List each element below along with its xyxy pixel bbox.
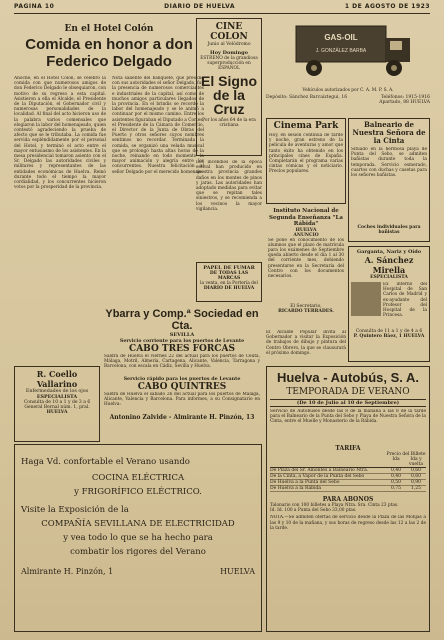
tarifa-route: De Huelva a la Punta del Sebo bbox=[270, 480, 340, 485]
article-body: Anoche, en el Hotel Colón, se celebró la comida con que numerosos amigos de don Federico Delgado le obsequiaron, con motivo de su regreso a esta capital. Asistieron a ella el Alcalde, el Presidente de la Diputación, el Gobernador civil y numerosas personalidades de la localidad. Al final del acto hicieron uso de la palabra varios comensales que elogiaron la labor del homenajeado, quien contestó agradeciendo la prueba de afecto que se le tributaba. La comida fue servida espléndidamente por el personal del Hotel, y terminó el acto entre el mayor entusiasmo de los asistentes. En la mesa presidencial tomaron asiento con el Sr. Delgado las autoridades civiles y militares y representantes de las entidades económicas de Huelva. Reinó durante todo el tiempo la mayor cordialidad, y los concurrentes hicieron votos por la prosperidad de la provincia. bbox=[14, 76, 106, 191]
truck-phone: Teléfonos: 1915-1916 bbox=[380, 95, 430, 100]
electric-addr: Almirante H. Pinzón, 1 bbox=[21, 567, 114, 576]
electric-l3: y FRIGORÍFICO ELÉCTRICO. bbox=[74, 487, 202, 497]
tarifa-cols bbox=[270, 457, 426, 468]
cine-sub: Junio al Velódromo bbox=[207, 42, 251, 47]
tarifa-vuelta: 1,25 bbox=[410, 486, 422, 491]
garganta-head: Garganta, Nariz y Oído bbox=[356, 249, 422, 255]
ybarra-company: Ybarra y Comp.ª Sociedad en Cta. bbox=[105, 308, 259, 332]
ybarra-city: SEVILLA bbox=[169, 332, 195, 338]
electric-l7: combatir los rigores del Verano bbox=[70, 547, 206, 557]
vallarino-sub: Enfermedades de los ojos bbox=[25, 389, 89, 394]
abonos-text: Talonario con 100 billetes a Playa Ntra. Sra. Cinta 23 ptas. bbox=[270, 503, 399, 508]
electric-l4: Visite la Exposición de la bbox=[21, 505, 129, 515]
papel-l2: DE TODAS LAS MARCAS bbox=[209, 271, 249, 281]
truck-sign: GAS-OIL bbox=[324, 33, 358, 42]
ybarra-body: Saldrá de Huelva el viernes 22 del actual para los puertos de Ceuta, Málaga, Motril, Almería, Cartagena, Alicante, Valencia, Tarragona y Barcelona, con escala en Cádiz, Sevilla y Huelva. bbox=[104, 354, 260, 370]
garganta-name: A. Sánchez Mirella bbox=[364, 255, 414, 275]
instituto-sub: HUELVA bbox=[295, 227, 317, 233]
electric-l5: COMPAÑÍA SEVILLANA DE ELECTRICIDAD bbox=[41, 519, 235, 529]
garganta-body: Ex interno del Hospital de San Carlos de Madrid y ex-ayudante del Profesor del Hospital de la Princesa. bbox=[383, 282, 427, 319]
tarifa-ida: 0,40 bbox=[390, 468, 402, 473]
vallarino-addr: General Bernal núm. 1, pral. bbox=[24, 405, 90, 410]
truck-city: Apartado, 88 HUELVA bbox=[379, 100, 430, 105]
ybarra-ad bbox=[102, 306, 262, 440]
page-date: 1 DE AGOSTO DE 1923 bbox=[344, 3, 430, 10]
ybarra-body2: Saldrá de Huelva el sábado 26 del actual para los puertos de Málaga, Alicante, Valencia y Barcelona. Para informes, a su Consignatario en Huelva: bbox=[104, 392, 260, 408]
garganta-ad bbox=[348, 246, 430, 362]
truck-caption: Vehículos autorizados por C. A. M. P. S. A. bbox=[302, 88, 394, 93]
instituto-title: Instituto Nacional de Segunda Enseñanza "La Rábida" bbox=[269, 208, 343, 227]
cinema-park bbox=[266, 118, 346, 204]
instituto-notice bbox=[266, 206, 346, 326]
papel-l4: DIARIO DE HUELVA bbox=[203, 286, 255, 291]
electric-l2: COCINA ELÉCTRICA bbox=[91, 473, 185, 483]
papel-ad bbox=[196, 262, 262, 302]
vallarino-esp: ESPECIALISTA bbox=[36, 394, 78, 400]
balneario-ad bbox=[348, 118, 430, 242]
gasoil-ad bbox=[266, 18, 430, 114]
autobus-dates: (De 10 de Julio al 10 de Septiembre) bbox=[270, 399, 426, 407]
ybarra-ship2: CABO QUINTRES bbox=[137, 382, 227, 392]
cine-title: CINE COLON bbox=[210, 22, 248, 42]
instituto-name: RICARDO TERRADES. bbox=[278, 308, 334, 314]
abonos-title: PARA ABONOS bbox=[322, 496, 374, 503]
electric-l1: Haga Vd. confortable el Verano usando bbox=[21, 457, 190, 467]
tarifa-route: De Plaza del Sr. Amontes a Balneario Ntra. bbox=[270, 468, 369, 473]
tarifa-table bbox=[270, 468, 426, 492]
truck-illustration bbox=[266, 18, 430, 84]
autobus-title: Huelva - Autobús, S. A. bbox=[276, 370, 420, 385]
instituto-sign: El Secretario, bbox=[290, 303, 322, 309]
doctor-portrait bbox=[351, 282, 381, 316]
tarifa-precio: Precio del Billete bbox=[386, 452, 426, 457]
article-body-cont: Nota saliente del banquete, que presidió con sus autoridades el señor Delgado, fue la presencia de numerosos comerciantes e industriales de la capital, así como de muchos amigos particulares llegados de la provincia. En el brindis se recordó la labor del homenajeado y se le animó a continuar por el mismo camino. Entre los asistentes figuraban el Diputado a Cortes, el Presidente de la Cámara de Comercio, el Director de la Junta de Obras del Puerto y otros señores cuyos nombres sentimos no recordar. Terminada la comida, se organizó una velada musical que se prolongó hasta altas horas de la noche, reinando en todo momento la mayor animación y alegría entre los concurrentes. Nuestra felicitación al señor Delgado por el merecido homenaje. bbox=[112, 76, 204, 175]
instituto-body: Se pone en conocimiento de los alumnos que el plazo de matrícula para los exámenes de Septiembre queda abierto desde el día 1 al 30 del corriente mes, debiendo presentarse en la Secretaría del Centro con los documentos necesarios. bbox=[268, 237, 344, 279]
article-kicker: En el Hotel Colón bbox=[64, 24, 154, 34]
cine-desc: ESTRENO de la grandiosa superproducción en ESPAÑOL bbox=[200, 56, 258, 71]
balneario-title: Balneario de Nuestra Señora de la Cinta bbox=[352, 120, 426, 145]
balneario-more: Coches individuales para bañistas bbox=[357, 225, 421, 235]
garganta-esp: ESPECIALISTA bbox=[370, 275, 408, 280]
ybarra-puertos: Servicio rápido para los puertos de Levante bbox=[123, 376, 241, 382]
electric-l6: y vea todo lo que se ha hecho para bbox=[63, 533, 213, 543]
tarifa-vuelta: 0,60 bbox=[410, 474, 422, 479]
tarifa-route: De la Cinta, a Vapor de la Punta del Sebo bbox=[270, 474, 365, 479]
garganta-addr: P. Quintero Báez, 1 HUELVA bbox=[353, 334, 425, 339]
papel-l3: la venta, en la Portería del bbox=[200, 281, 258, 286]
aviso-note: El Alcalde Popular invita al Gobernador a visitar la Exposición de trabajos de dibujo y pintura del Centro Obrero, la que se clausurará el próximo domingo. bbox=[266, 330, 346, 356]
vallarino-city: HUELVA bbox=[46, 410, 68, 415]
truck-sign2: J. GONZÁLEZ BARBA bbox=[315, 48, 367, 54]
cine-foot: Por los años 64 de la era cristiana bbox=[202, 118, 256, 128]
table-row bbox=[270, 486, 426, 492]
article-title: Comida en honor a don Federico Delgado bbox=[25, 36, 193, 70]
balneario-body: Situado en la hermosa playa de Punta del Sebo, se admiten bañistas durante toda la temporada. Servicio esmerado, cuartos con duchas y casetas para los señores bañistas. bbox=[351, 147, 427, 179]
page-number: PAGINA 10 bbox=[14, 3, 55, 10]
instituto-anuncio: ANUNCIO bbox=[293, 232, 319, 238]
truck-depot: Depósito: Sánchez Barcaiztegui, 16 bbox=[266, 95, 348, 100]
tarifa-ida: 0,75 bbox=[390, 486, 402, 491]
garganta-hours: Consulta de 11 a 1 y de 4 a 6 bbox=[355, 329, 423, 334]
electric-city: HUELVA bbox=[220, 567, 255, 576]
autobus-season: TEMPORADA DE VERANO bbox=[286, 387, 410, 397]
autobus-ad bbox=[266, 366, 430, 632]
masthead: DIARIO DE HUELVA bbox=[164, 3, 236, 10]
cinema-body: Hoy, en sesión continua de tarde y noche, gran estreno de la película de aventuras y amor que tanto éxito ha obtenido en los principales cines de España. Completarán el programa varias cintas cómicas y el noticiario. Precios populares. bbox=[269, 133, 343, 175]
papel-l1: PAPEL DE FUMAR bbox=[203, 265, 255, 271]
abonos-text2: Id. Id. 100 a Punta del Sebo 33,00 ptas. bbox=[270, 508, 357, 514]
tarifa-vuelta: 0,60 bbox=[410, 468, 422, 473]
vallarino-hours: Consulta de 10 a 1 y de 3 a 6 bbox=[23, 400, 91, 405]
vallarino-name: R. Coello Vallarino bbox=[36, 369, 78, 389]
tarifa-ida: 0,50 bbox=[390, 480, 402, 485]
electric-ad bbox=[14, 444, 262, 632]
ybarra-ship: CABO TRES FORCAS bbox=[129, 344, 235, 354]
page-header bbox=[14, 3, 430, 14]
tarifa-col-vuelta: Ida y vuelta bbox=[408, 457, 424, 467]
col3-news: Los incendios de la época estival han producido en nuestra provincia grandes daños en los montes de pinos y jaras. Las autoridades han adoptado medidas para evitar que se repitan tales siniestros, y se recomienda a los vecinos la mayor vigilancia. bbox=[196, 160, 262, 212]
tarifa-vuelta: 0,90 bbox=[410, 480, 422, 485]
ybarra-agent: Antonino Zalvide - Almirante H. Pinzón, 13 bbox=[109, 414, 255, 421]
tarifa-col-ida: Ida bbox=[392, 457, 400, 462]
cine-day: Hoy Domingo bbox=[209, 50, 249, 56]
autobus-tarifa: TARIFA bbox=[335, 445, 361, 452]
cinema-title: Cinema Park bbox=[273, 121, 339, 131]
cine-film-title: El Signo de la Cruz bbox=[201, 73, 257, 117]
autobus-body: Servicio de Autobuses desde las 8 de la mañana a las 8 de la tarde para el Balneario de la Punta del Sebo y Playa de Nuestra Señora de la Cinta, entre el Muelle y Monasterio de la Rábida. bbox=[270, 409, 426, 425]
cine-colon-ad bbox=[196, 18, 262, 156]
tarifa-ida: 0,40 bbox=[390, 474, 402, 479]
ybarra-service: Servicio corriente para los puertos de Levante bbox=[119, 338, 245, 344]
tarifa-route: De Huelva a la Rábida bbox=[270, 486, 322, 491]
vallarino-ad bbox=[14, 366, 100, 442]
autobus-nota: NOTA.—Se admiten ofertas de servicio desde la Plaza de las Monjas a las 9 y 10 de la mañana, y sus horas de regreso desde las 12 a las 2 de la tarde. bbox=[270, 515, 426, 531]
